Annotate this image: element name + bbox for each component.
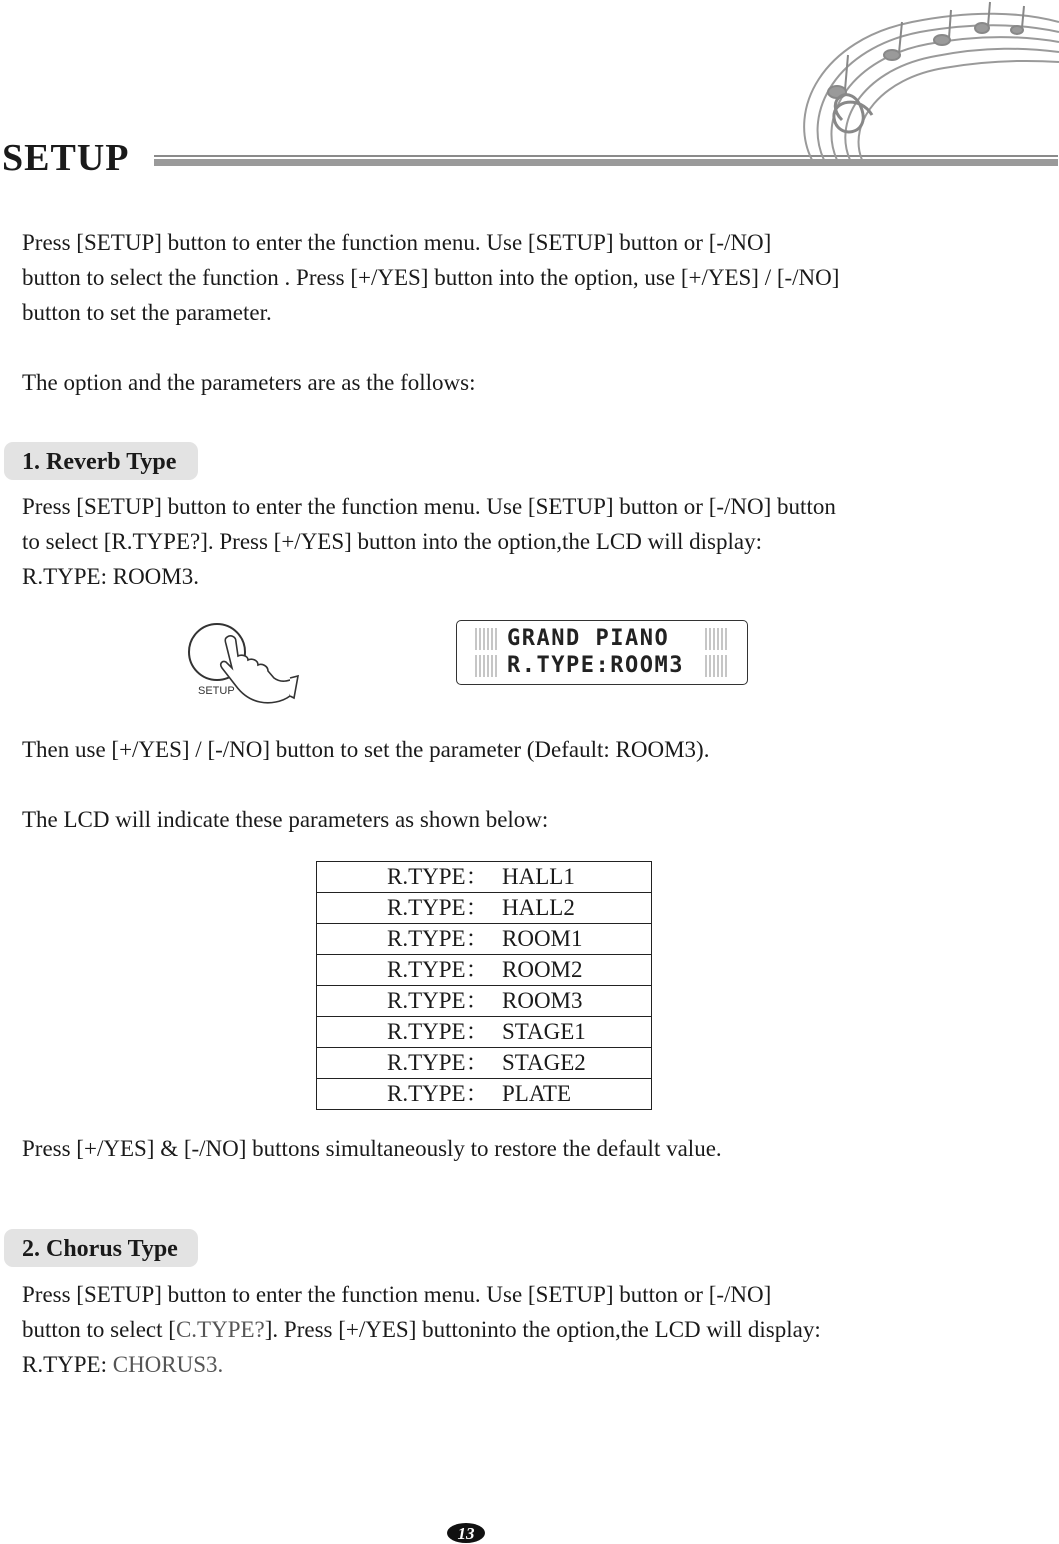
intro-paragraph	[22, 225, 982, 330]
table-row	[317, 1017, 652, 1048]
reverb-line: Press [SETUP] button to enter the function menu. Use [SETUP] button or [-/NO] button	[22, 494, 836, 519]
chorus-line	[22, 1347, 982, 1382]
table-row	[317, 924, 652, 955]
chorus-line-part: ]. Press [+/YES] buttoninto the option,the LCD will display:	[264, 1317, 821, 1342]
param-key: R.TYPE：	[387, 864, 489, 889]
lcd-line-2: R.TYPE:ROOM3	[507, 653, 684, 678]
intro-follows: The option and the parameters are as the follows:	[22, 370, 476, 395]
table-row	[317, 893, 652, 924]
param-key: R.TYPE：	[387, 895, 489, 920]
param-value: STAGE1	[502, 1019, 586, 1044]
chorus-line	[22, 1312, 982, 1347]
table-row	[317, 862, 652, 893]
reverb-param-table	[316, 861, 652, 1110]
lcd-display	[456, 620, 748, 685]
chorus-line: Press [SETUP] button to enter the function menu. Use [SETUP] button or [-/NO]	[22, 1282, 772, 1307]
param-value: PLATE	[502, 1081, 571, 1106]
table-row	[317, 986, 652, 1017]
table-row	[317, 955, 652, 986]
music-notes-decoration	[782, 0, 1059, 160]
lcd-line-1: GRAND PIANO	[507, 626, 670, 651]
reverb-restore: Press [+/YES] & [-/NO] buttons simultaneously to restore the default value.	[22, 1136, 722, 1161]
chorus-line-part: R.TYPE:	[22, 1352, 113, 1377]
reverb-paragraph	[22, 489, 982, 594]
chorus-line-part: button to select [	[22, 1317, 176, 1342]
section-tag-reverb: 1. Reverb Type	[4, 442, 198, 480]
param-value: HALL1	[502, 864, 575, 889]
reverb-line: R.TYPE: ROOM3.	[22, 564, 199, 589]
param-key: R.TYPE：	[387, 1019, 489, 1044]
param-value: HALL2	[502, 895, 575, 920]
param-key: R.TYPE：	[387, 926, 489, 951]
param-value: STAGE2	[502, 1050, 586, 1075]
page-number-badge	[446, 1522, 486, 1544]
param-value: ROOM3	[502, 988, 583, 1013]
param-key: R.TYPE：	[387, 1081, 489, 1106]
param-key: R.TYPE：	[387, 988, 489, 1013]
setup-button-illustration	[186, 618, 306, 708]
chorus-paragraph	[22, 1277, 982, 1382]
page-title: SETUP	[2, 137, 130, 179]
chorus-ctype: C.TYPE?	[175, 1317, 265, 1342]
intro-line: button to select the function . Press [+/YES] button into the option, use [+/YES] / [-/NO]	[22, 265, 840, 290]
reverb-line: to select [R.TYPE?]. Press [+/YES] button into the option,the LCD will display:	[22, 529, 762, 554]
intro-line: Press [SETUP] button to enter the function menu. Use [SETUP] button or [-/NO]	[22, 230, 772, 255]
table-row	[317, 1048, 652, 1079]
reverb-indicate: The LCD will indicate these parameters as shown below:	[22, 807, 549, 832]
chorus-default: CHORUS3.	[112, 1352, 224, 1377]
section-tag-chorus: 2. Chorus Type	[4, 1229, 198, 1267]
param-value: ROOM2	[502, 957, 583, 982]
intro-line: button to set the parameter.	[22, 300, 272, 325]
param-key: R.TYPE：	[387, 957, 489, 982]
param-value: ROOM1	[502, 926, 583, 951]
param-key: R.TYPE：	[387, 1050, 489, 1075]
page-number: 13	[457, 1524, 475, 1543]
setup-button-label: SETUP	[198, 685, 235, 697]
table-row	[317, 1079, 652, 1110]
reverb-set-param: Then use [+/YES] / [-/NO] button to set the parameter (Default: ROOM3).	[22, 737, 710, 762]
